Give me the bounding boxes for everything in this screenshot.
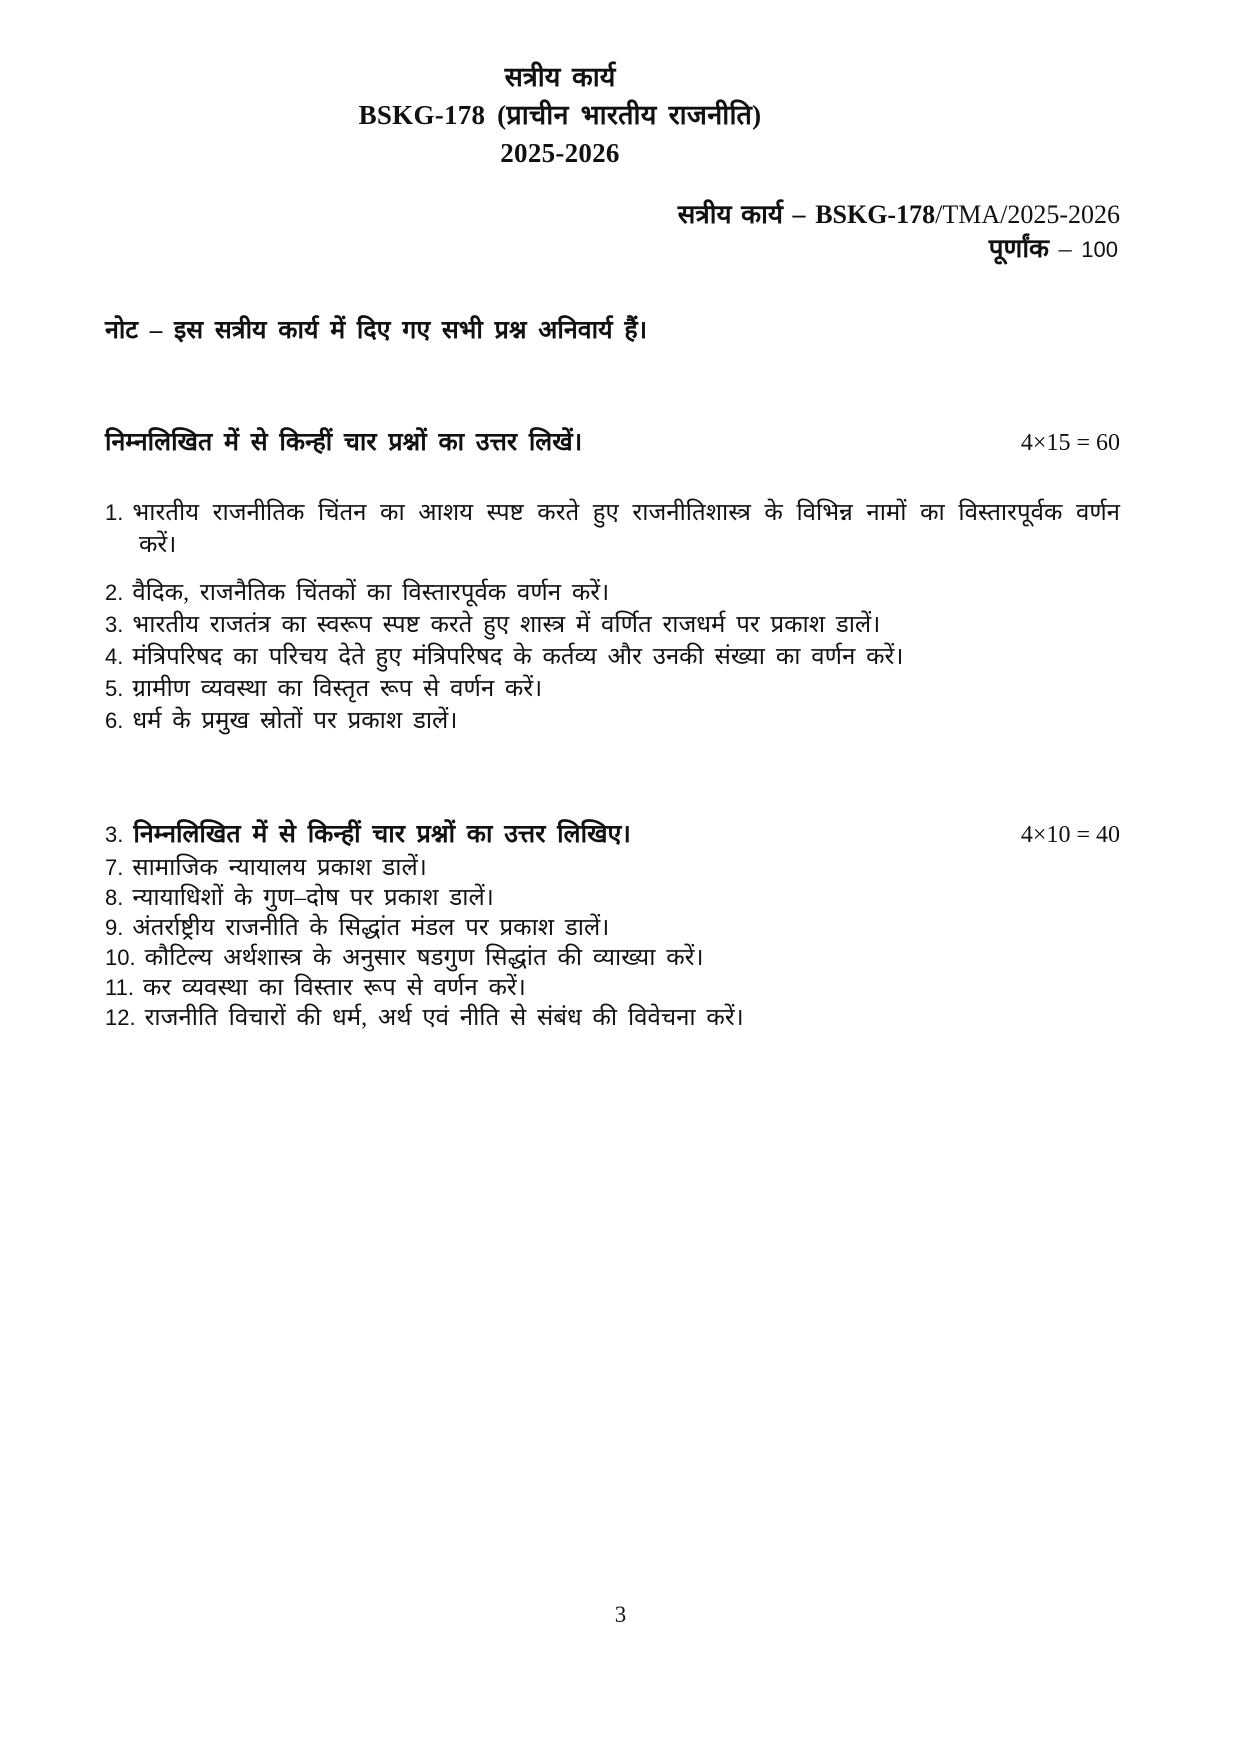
question-number: 10. (105, 945, 136, 970)
question-item (105, 497, 1120, 561)
question-text: वैदिक, राजनैतिक चिंतकों का विस्तारपूर्वक वर्णन करें। (132, 580, 610, 606)
max-marks-value: 100 (1081, 237, 1118, 262)
question-text: सामाजिक न्यायालय प्रकाश डालें। (132, 855, 427, 881)
question-text: कौटिल्य अर्थशास्त्र के अनुसार षडगुण सिद्धांत की व्याख्या करें। (144, 945, 704, 971)
section-2-marks: 4×10 = 40 (1020, 822, 1120, 848)
document-header (105, 58, 1015, 172)
max-marks-separator: – (1058, 234, 1072, 263)
section-1-question-list (105, 497, 1120, 737)
course-code-title: BSKG-178 (प्राचीन भारतीय राजनीति) (358, 100, 762, 130)
section-1-heading: निम्नलिखित में से किन्हीं चार प्रश्नों का उत्तर लिखें। (105, 429, 583, 456)
reference-course-code: BSKG-178 (815, 200, 936, 229)
question-text: भारतीय राजनीतिक चिंतन का आशय स्पष्ट करते हुए राजनीतिशास्त्र के विभिन्न नामों का विस्तारपूर्वक वर्णन करें। (132, 500, 1120, 558)
question-number: 3. (105, 612, 124, 637)
question-number: 6. (105, 708, 124, 733)
section-2-question-list (105, 853, 1120, 1033)
question-number: 2. (105, 580, 124, 605)
section-2-number: 3. (105, 822, 124, 847)
question-number: 8. (105, 885, 124, 910)
question-item (105, 853, 1120, 883)
section-2-heading-row (105, 817, 1120, 853)
question-item (105, 673, 1120, 705)
question-item (105, 577, 1120, 609)
reference-code-suffix: /TMA/2025-2026 (935, 200, 1120, 229)
question-text: कर व्यवस्था का विस्तार रूप से वर्णन करें। (142, 975, 526, 1001)
question-number: 9. (105, 915, 124, 940)
question-text: भारतीय राजतंत्र का स्वरूप स्पष्ट करते हुए शास्त्र में वर्णित राजधर्म पर प्रकाश डालें। (132, 612, 881, 638)
question-number: 11. (105, 975, 134, 1000)
max-marks-label: पूर्णांक (988, 234, 1050, 263)
section-1-marks: 4×15 = 60 (1020, 430, 1120, 456)
question-number: 12. (105, 1005, 136, 1030)
question-item (105, 609, 1120, 641)
page-number: 3 (614, 1602, 627, 1627)
question-item (105, 913, 1120, 943)
question-text: अंतर्राष्ट्रीय राजनीति के सिद्धांत मंडल पर प्रकाश डालें। (132, 915, 610, 941)
question-text: न्यायाधिशों के गुण–दोष पर प्रकाश डालें। (132, 885, 494, 911)
max-marks-line (105, 232, 1120, 267)
question-number: 7. (105, 855, 124, 880)
question-number: 5. (105, 676, 124, 701)
section-2-heading: निम्नलिखित में से किन्हीं चार प्रश्नों का उत्तर लिखिए। (133, 821, 631, 848)
session-years: 2025-2026 (500, 138, 620, 168)
section-2-heading-group (105, 817, 631, 853)
question-item (105, 883, 1120, 913)
question-item (105, 943, 1120, 973)
reference-label: सत्रीय कार्य – (677, 200, 816, 229)
question-item (105, 1003, 1120, 1033)
question-number: 4. (105, 644, 124, 669)
assignment-reference-line (105, 198, 1120, 232)
question-item (105, 973, 1120, 1003)
question-text: मंत्रिपरिषद का परिचय देते हुए मंत्रिपरिषद के कर्तव्य और उनकी संख्या का वर्णन करें। (132, 644, 904, 670)
question-number: 1. (105, 500, 124, 525)
question-text: धर्म के प्रमुख स्रोतों पर प्रकाश डालें। (132, 708, 458, 734)
question-item (105, 641, 1120, 673)
reference-block (105, 198, 1120, 267)
question-text: ग्रामीण व्यवस्था का विस्तृत रूप से वर्णन करें। (132, 676, 543, 702)
note-line: नोट – इस सत्रीय कार्य में दिए गए सभी प्रश्न अनिवार्य हैं। (105, 317, 648, 344)
question-item (105, 705, 1120, 737)
assignment-title: सत्रीय कार्य (504, 62, 616, 92)
section-1-heading-row (105, 425, 1120, 461)
question-text: राजनीति विचारों की धर्म, अर्थ एवं नीति से संबंध की विवेचना करें। (144, 1005, 744, 1031)
